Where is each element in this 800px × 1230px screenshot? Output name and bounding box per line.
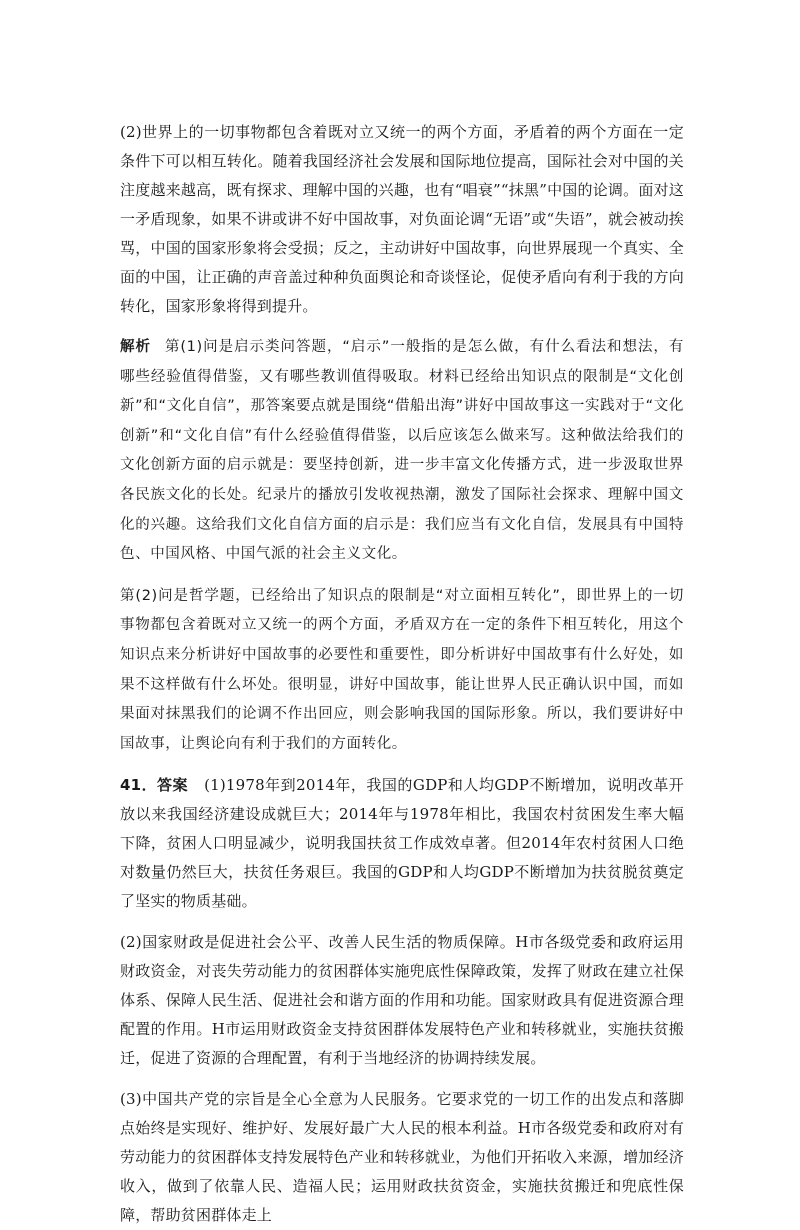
analysis-paragraph-2: 第(2)问是哲学题，已经给出了知识点的限制是“对立面相互转化”，即世界上的一切事物都包含着既对立又统一的两个方面，矛盾双方在一定的条件下相互转化，用这个知识点来分析讲好中国故事的必要性和重要性，即分析讲好中国故事有什么好处，如果不这样做有什么坏处。很明显，讲好中国故事，能让世界人民正确认识中国，而如果面对抹黑我们的论调不作出回应，则会影响我国的国际形象。所以，我们要讲好中国故事，让舆论向有利于我们的方面转化。	[120, 587, 684, 752]
answer-part-2-paragraph: (2)世界上的一切事物都包含着既对立又统一的两个方面，矛盾着的两个方面在一定条件下可以相互转化。随着我国经济社会发展和国际地位提高，国际社会对中国的关注度越来越高，既有探求、理解中国的兴趣，也有“唱衰”“抹黑”中国的论调。面对这一矛盾现象，如果不讲或讲不好中国故事，对负面论调“无语”或“失语”，就会被动挨骂，中国的国家形象将会受损；反之，主动讲好中国故事，向世界展现一个真实、全面的中国，让正确的声音盖过种种负面舆论和奇谈怪论，促使矛盾向有利于我的方向转化，国家形象将得到提升。	[120, 123, 684, 315]
question-41-label: 41．答案	[120, 776, 189, 795]
question-41-text-1: (1)1978年到2014年，我国的GDP和人均GDP不断增加，说明改革开放以来我国经济建设成就巨大；2014年与1978年相比，我国农村贫困发生率大幅下降，贫困人口明显减少，说明我国扶贫工作成效卓著。但2014年农村贫困人口绝对数量仍然巨大，扶贫任务艰巨。我国的GDP和人均GDP不断增加为扶贫脱贫奠定了坚实的物质基础。	[120, 776, 685, 911]
question-41-answer-part-2: (2)国家财政是促进社会公平、改善人民生活的物质保障。H市各级党委和政府运用财政资金，对丧失劳动能力的贫困群体实施兜底性保障政策，发挥了财政在建立社保体系、保障人民生活、促进社会和谐方面的作用和功能。国家财政具有促进资源合理配置的作用。H市运用财政资金支持贫困群体发展特色产业和转移就业，实施扶贫搬迁，促进了资源的合理配置，有利于当地经济的协调持续发展。	[120, 933, 684, 1068]
analysis-text-1: 第(1)问是启示类问答题，“启示”一般指的是怎么做，有什么看法和想法，有哪些经验值得借鉴，又有哪些教训值得吸取。材料已经给出知识点的限制是“文化创新”和“文化自信”，那答案要点就是围绕“借船出海”讲好中国故事这一实践对于“文化创新”和“文化自信”有什么经验值得借鉴，以后应该怎么做来写。这种做法给我们的文化创新方面的启示就是：要坚持创新，进一步丰富文化传播方式，进一步汲取世界各民族文化的长处。纪录片的播放引发收视热潮，激发了国际社会探求、理解中国文化的兴趣。这给我们文化自信方面的启示是：我们应当有文化自信，发展具有中国特色、中国风格、中国气派的社会主义文化。	[120, 339, 684, 563]
question-41-answer-part-3: (3)中国共产党的宗旨是全心全意为人民服务。它要求党的一切工作的出发点和落脚点始终是实现好、维护好、发展好最广大人民的根本利益。H市各级党委和政府对有劳动能力的贫困群体支持发展特色产业和转移就业，为他们开拓收入来源，增加经济收入，做到了依靠人民、造福人民；运用财政扶贫资金，实施扶贫搬迁和兜底性保障，帮助贫困群体走上	[120, 1090, 684, 1225]
question-41-answer-part-1	[120, 771, 684, 916]
analysis-paragraph-1	[120, 333, 684, 570]
document-page	[120, 118, 684, 1230]
analysis-label: 解析	[120, 339, 151, 355]
